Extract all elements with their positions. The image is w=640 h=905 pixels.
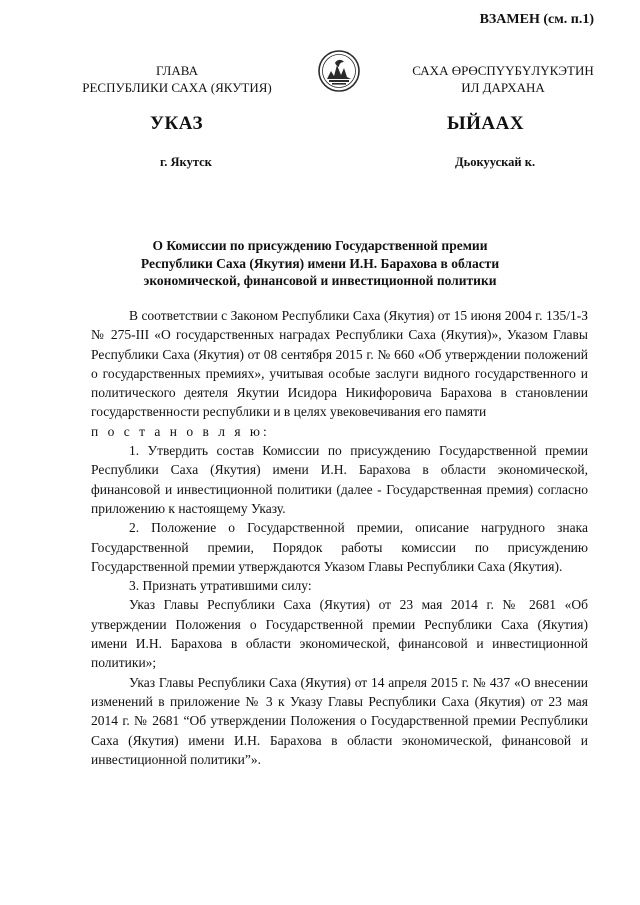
decree-word: п о с т а н о в л я ю: [91, 423, 270, 439]
item-3a-paragraph: Указ Главы Республики Саха (Якутия) от 23 мая 2014 г. № 2681 «Об утверждении Положения о Государственной премии Республики Саха (Якутия) имени И.Н. Барахова в области экономической, финансовой и инвестиционной политики»; [91, 597, 588, 671]
title-line1: О Комиссии по присуждению Государственной премии [152, 238, 488, 253]
issuer-header-russian [82, 62, 272, 96]
doc-type-russian: УКАЗ [150, 113, 203, 134]
title-line2: Республики Саха (Якутия) имени И.Н. Барахова в области [140, 255, 500, 271]
preamble-paragraph: В соответствии с Законом Республики Саха (Якутия) от 15 июня 2004 г. 135/1-З № 275-III «О государственных наградах Республики Саха (Якутия)», Указом Главы Республики Саха (Якутия) от 08 сентября 2015 г. № 660 «Об утверждении положений о государственных премиях», учитывая особые заслуги видного государственного и политического деятеля Якутии Исидора Никифоровича Барахова в становлении государственности республики и в целях увековечивания его памяти [91, 308, 588, 420]
city-sakha: Дьокуускай к. [455, 155, 536, 169]
city-russian: г. Якутск [160, 155, 212, 169]
document-body [91, 306, 588, 769]
issuer-title-sakha-line1: САХА ӨРӨСПҮҮБҮЛҮКЭТИН [412, 63, 594, 78]
title-line3: экономической, финансовой и инвестиционной политики [143, 273, 497, 288]
issuer-header-sakha [398, 62, 608, 96]
item-2-paragraph: 2. Положение о Государственной премии, описание нагрудного знака Государственной премии, Порядок работы комиссии по присуждению Государственной премии утверждаются Указом Главы Республики Саха (Якутия). [91, 520, 588, 574]
coat-of-arms-emblem-icon [317, 49, 361, 93]
document-title [80, 237, 560, 290]
issuer-title-sakha-line2: ИЛ ДАРХАНА [461, 80, 545, 95]
doc-type-sakha: ЫЙААХ [447, 113, 525, 134]
item-3b-paragraph: Указ Главы Республики Саха (Якутия) от 14 апреля 2015 г. № 437 «О внесении изменений в приложение № 3 к Указу Главы Республики Саха (Якутия) от 23 мая 2014 г. № 2681 “Об утверждении Положения о Государственной премии Республики Саха (Якутия) имени И.Н. Барахова в области экономической, финансовой и инвестиционной политики”». [91, 674, 588, 767]
item-3-paragraph: 3. Признать утратившими силу: [129, 578, 312, 594]
replacement-note: ВЗАМЕН (см. п.1) [479, 12, 594, 27]
issuer-title-line1: ГЛАВА [156, 63, 198, 78]
issuer-title-line2: РЕСПУБЛИКИ САХА (ЯКУТИЯ) [82, 80, 272, 95]
item-1-paragraph: 1. Утвердить состав Комиссии по присуждению Государственной премии Республики Саха (Якутия) имени И.Н. Барахова в области экономической, финансовой и инвестиционной политики (далее - Государственная премия) согласно приложению к настоящему Указу. [91, 443, 588, 516]
